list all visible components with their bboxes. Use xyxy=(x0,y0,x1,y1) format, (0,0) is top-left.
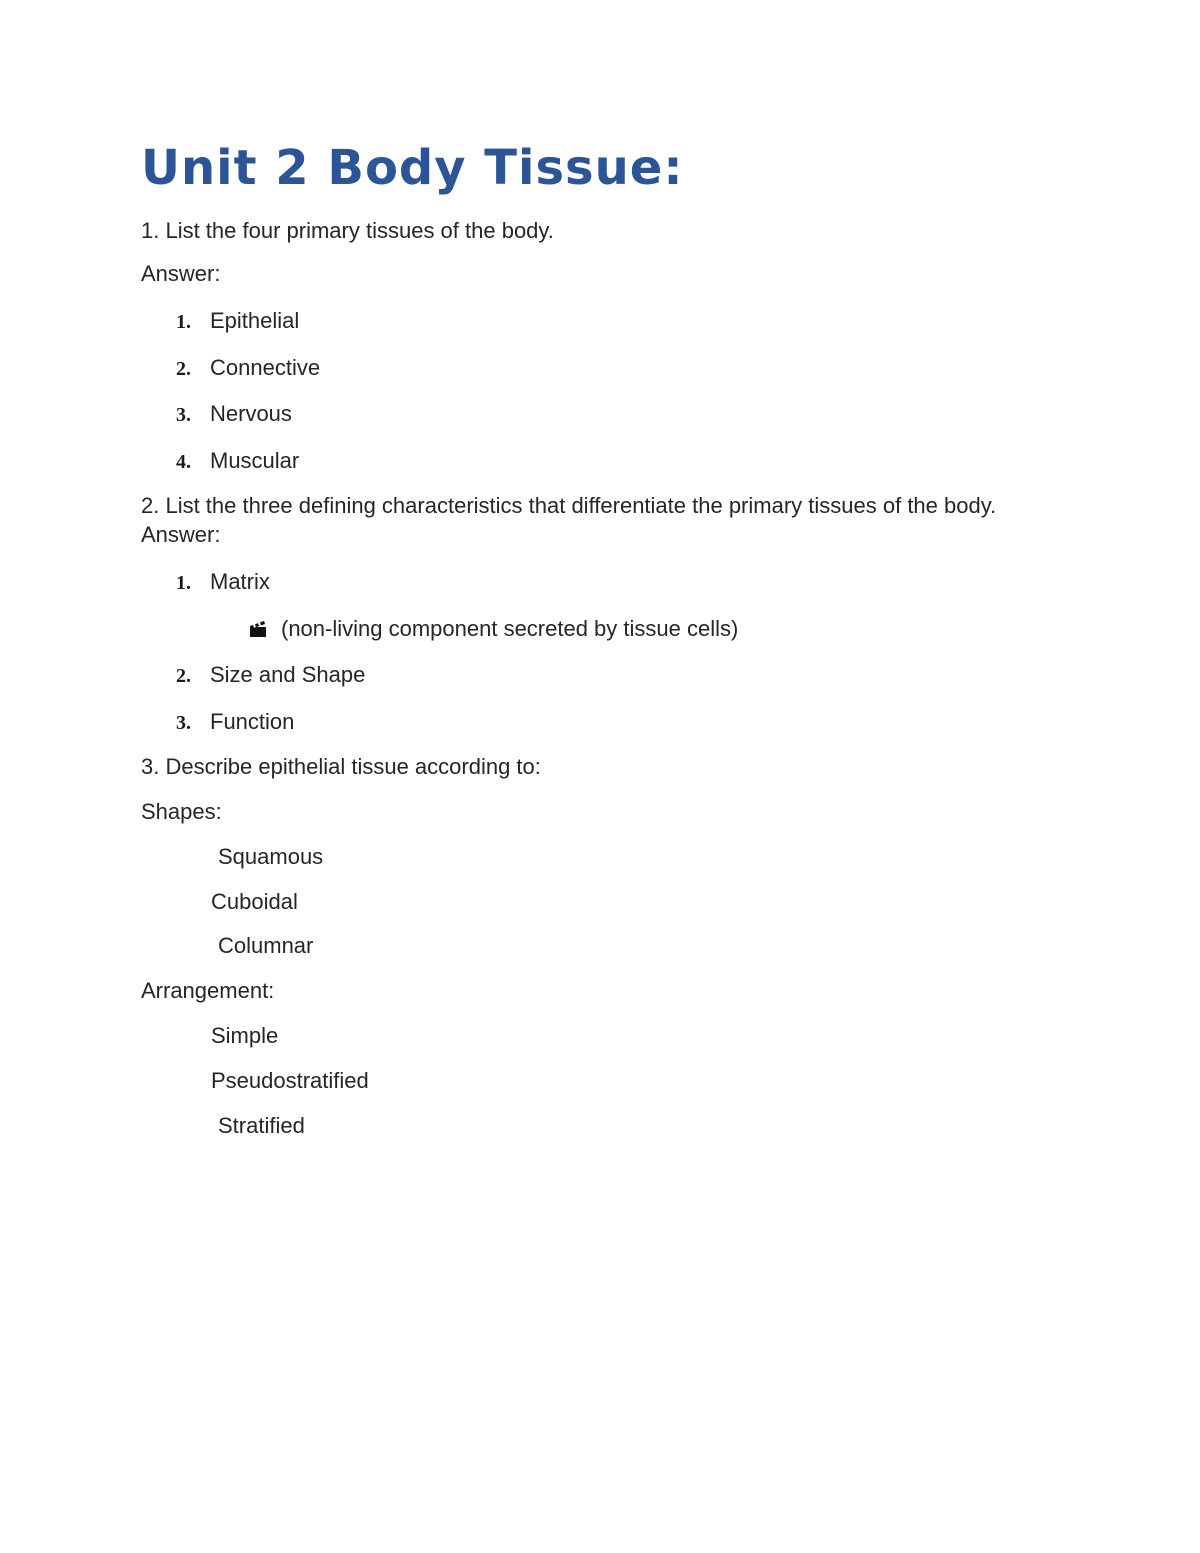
shapes-label: Shapes: xyxy=(141,799,222,824)
list-item-text: Muscular xyxy=(210,448,300,473)
list-item xyxy=(176,307,299,336)
list-item xyxy=(176,661,365,690)
sub-note-text: (non-living component secreted by tissue cells) xyxy=(281,616,739,641)
list-item xyxy=(176,354,320,383)
list-number: 3. xyxy=(176,712,191,734)
list-item-text: Nervous xyxy=(210,401,292,426)
arrangement-item: Simple xyxy=(211,1023,279,1048)
list-item-text: Epithelial xyxy=(210,308,300,333)
list-number: 1. xyxy=(176,311,191,333)
list-item xyxy=(176,568,270,597)
list-item-text: Size and Shape xyxy=(210,662,366,687)
clapperboard-icon xyxy=(249,620,267,638)
list-number: 3. xyxy=(176,404,191,426)
list-item xyxy=(176,447,299,476)
list-item-text: Function xyxy=(210,709,295,734)
list-item xyxy=(176,400,292,429)
arrangement-label: Arrangement: xyxy=(141,978,275,1003)
answer-label-2: Answer: xyxy=(141,522,221,547)
sub-list-item xyxy=(249,615,738,643)
list-item-text: Matrix xyxy=(210,569,270,594)
arrangement-item: Pseudostratified xyxy=(211,1068,369,1093)
list-item-text: Connective xyxy=(210,355,321,380)
list-number: 2. xyxy=(176,665,191,687)
list-number: 4. xyxy=(176,451,191,473)
list-number: 2. xyxy=(176,358,191,380)
shape-item: Squamous xyxy=(218,844,324,869)
list-item xyxy=(176,708,294,737)
list-number: 1. xyxy=(176,572,191,594)
question-1: 1. List the four primary tissues of the body. xyxy=(141,218,554,243)
page-title: Unit 2 Body Tissue: xyxy=(141,140,684,196)
arrangement-item: Stratified xyxy=(218,1113,305,1138)
shape-item: Columnar xyxy=(218,933,314,958)
question-3: 3. Describe epithelial tissue according to: xyxy=(141,754,541,779)
shape-item: Cuboidal xyxy=(211,889,298,914)
question-2: 2. List the three defining characteristics that differentiate the primary tissues of the body. xyxy=(141,493,997,518)
answer-label-1: Answer: xyxy=(141,261,221,286)
